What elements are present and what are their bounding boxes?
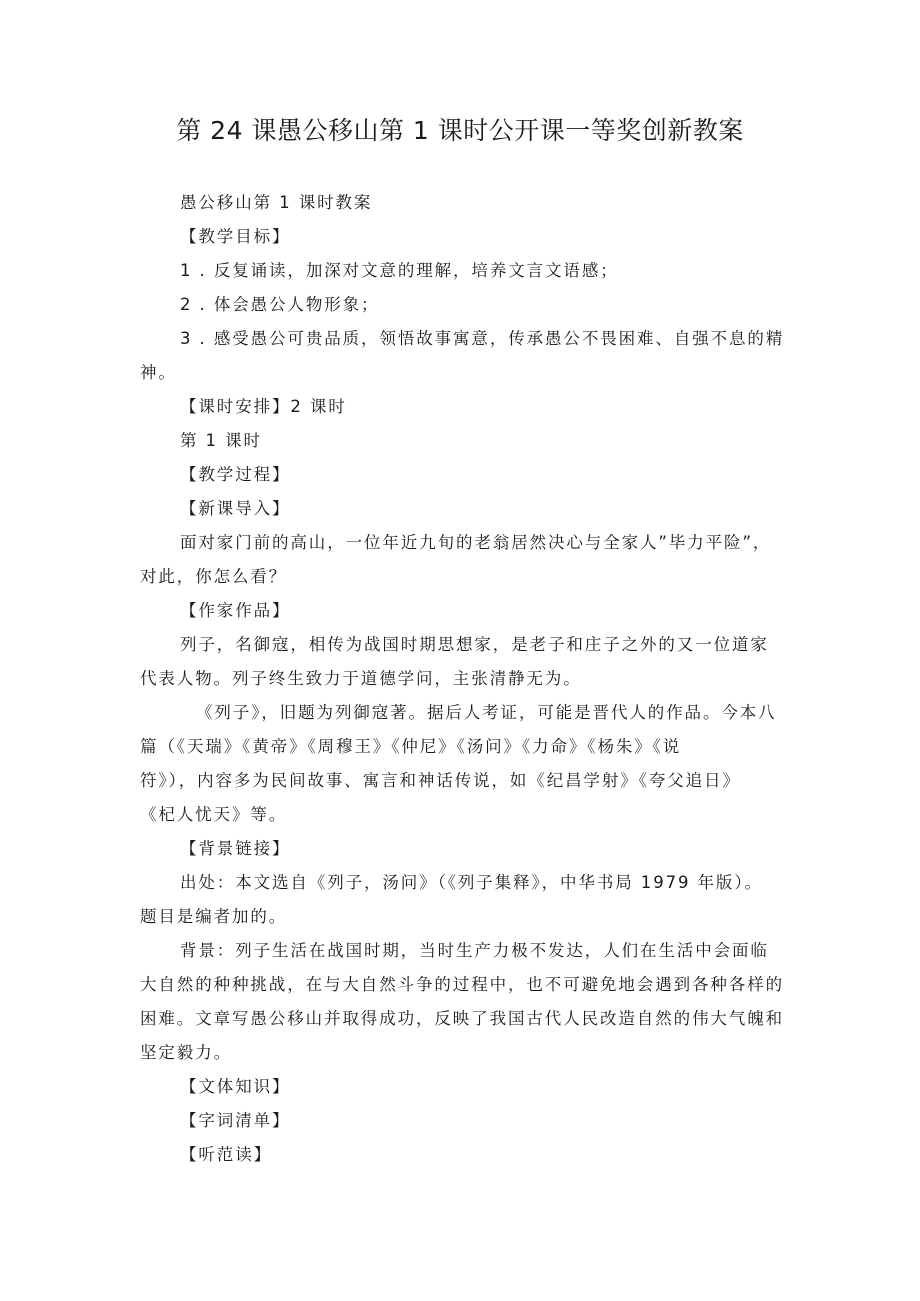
section-heading-teaching-goals: 【教学目标】 — [180, 227, 291, 246]
section-heading-introduction: 【新课导入】 — [180, 499, 291, 518]
paragraph-line: 代表人物。列子终生致力于道德学问，主张清静无为。 — [140, 669, 582, 688]
section-heading-background: 【背景链接】 — [180, 839, 291, 858]
goal-item-2: 2 . 体会愚公人物形象； — [180, 295, 380, 314]
period-label: 第 1 课时 — [180, 431, 262, 450]
paragraph-line: 背景：列子生活在战国时期，当时生产力极不发达，人们在生活中会面临 — [180, 941, 769, 960]
paragraph-line: 篇（《天瑞》《黄帝》《周穆王》《仲尼》《汤问》《力命》《杨朱》《说 — [140, 737, 682, 756]
goal-item-3: 3 . 感受愚公可贵品质，领悟故事寓意，传承愚公不畏困难、自强不息的精 — [180, 329, 785, 348]
paragraph-line: 对此，你怎么看？ — [140, 567, 288, 586]
section-heading-schedule: 【课时安排】2 课时 — [180, 397, 347, 416]
paragraph-line: 题目是编者加的。 — [140, 907, 288, 926]
paragraph-line: 大自然的种种挑战，在与大自然斗争的过程中，也不可避免地会遇到各种各样的 — [140, 975, 784, 994]
paragraph-line: 出处：本文选自《列子，汤问》（《列子集释》，中华书局 1979 年版）。 — [180, 873, 763, 892]
goal-item-3-continued: 神。 — [140, 363, 177, 382]
goal-item-1: 1 . 反复诵读，加深对文意的理解，培养文言文语感； — [180, 261, 619, 280]
paragraph-line: 《列子》，旧题为列御寇著。据后人考证，可能是晋代人的作品。今本八 — [196, 703, 777, 722]
paragraph-line: 《杞人忧天》等。 — [140, 805, 288, 824]
section-heading-genre: 【文体知识】 — [180, 1077, 291, 1096]
paragraph-line: 面对家门前的高山，一位年近九旬的老翁居然决心与全家人”毕力平险”， — [180, 533, 772, 552]
section-heading-process: 【教学过程】 — [180, 465, 291, 484]
paragraph-line: 困难。文章写愚公移山并取得成功，反映了我国古代人民改造自然的伟大气魄和 — [140, 1009, 784, 1028]
section-heading-model-reading: 【听范读】 — [180, 1145, 272, 1164]
section-heading-author: 【作家作品】 — [180, 601, 291, 620]
paragraph-line: 坚定毅力。 — [140, 1043, 232, 1062]
paragraph-line: 列子，名御寇，相传为战国时期思想家，是老子和庄子之外的又一位道家 — [180, 635, 769, 654]
document-title: 第 24 课愚公移山第 1 课时公开课一等奖创新教案 — [176, 116, 744, 145]
lesson-plan-subtitle: 愚公移山第 1 课时教案 — [180, 193, 373, 212]
document-body — [140, 186, 800, 1172]
section-heading-vocabulary: 【字词清单】 — [180, 1111, 291, 1130]
paragraph-line: 符》），内容多为民间故事、寓言和神话传说，如《纪昌学射》《夸父追日》 — [140, 771, 741, 790]
